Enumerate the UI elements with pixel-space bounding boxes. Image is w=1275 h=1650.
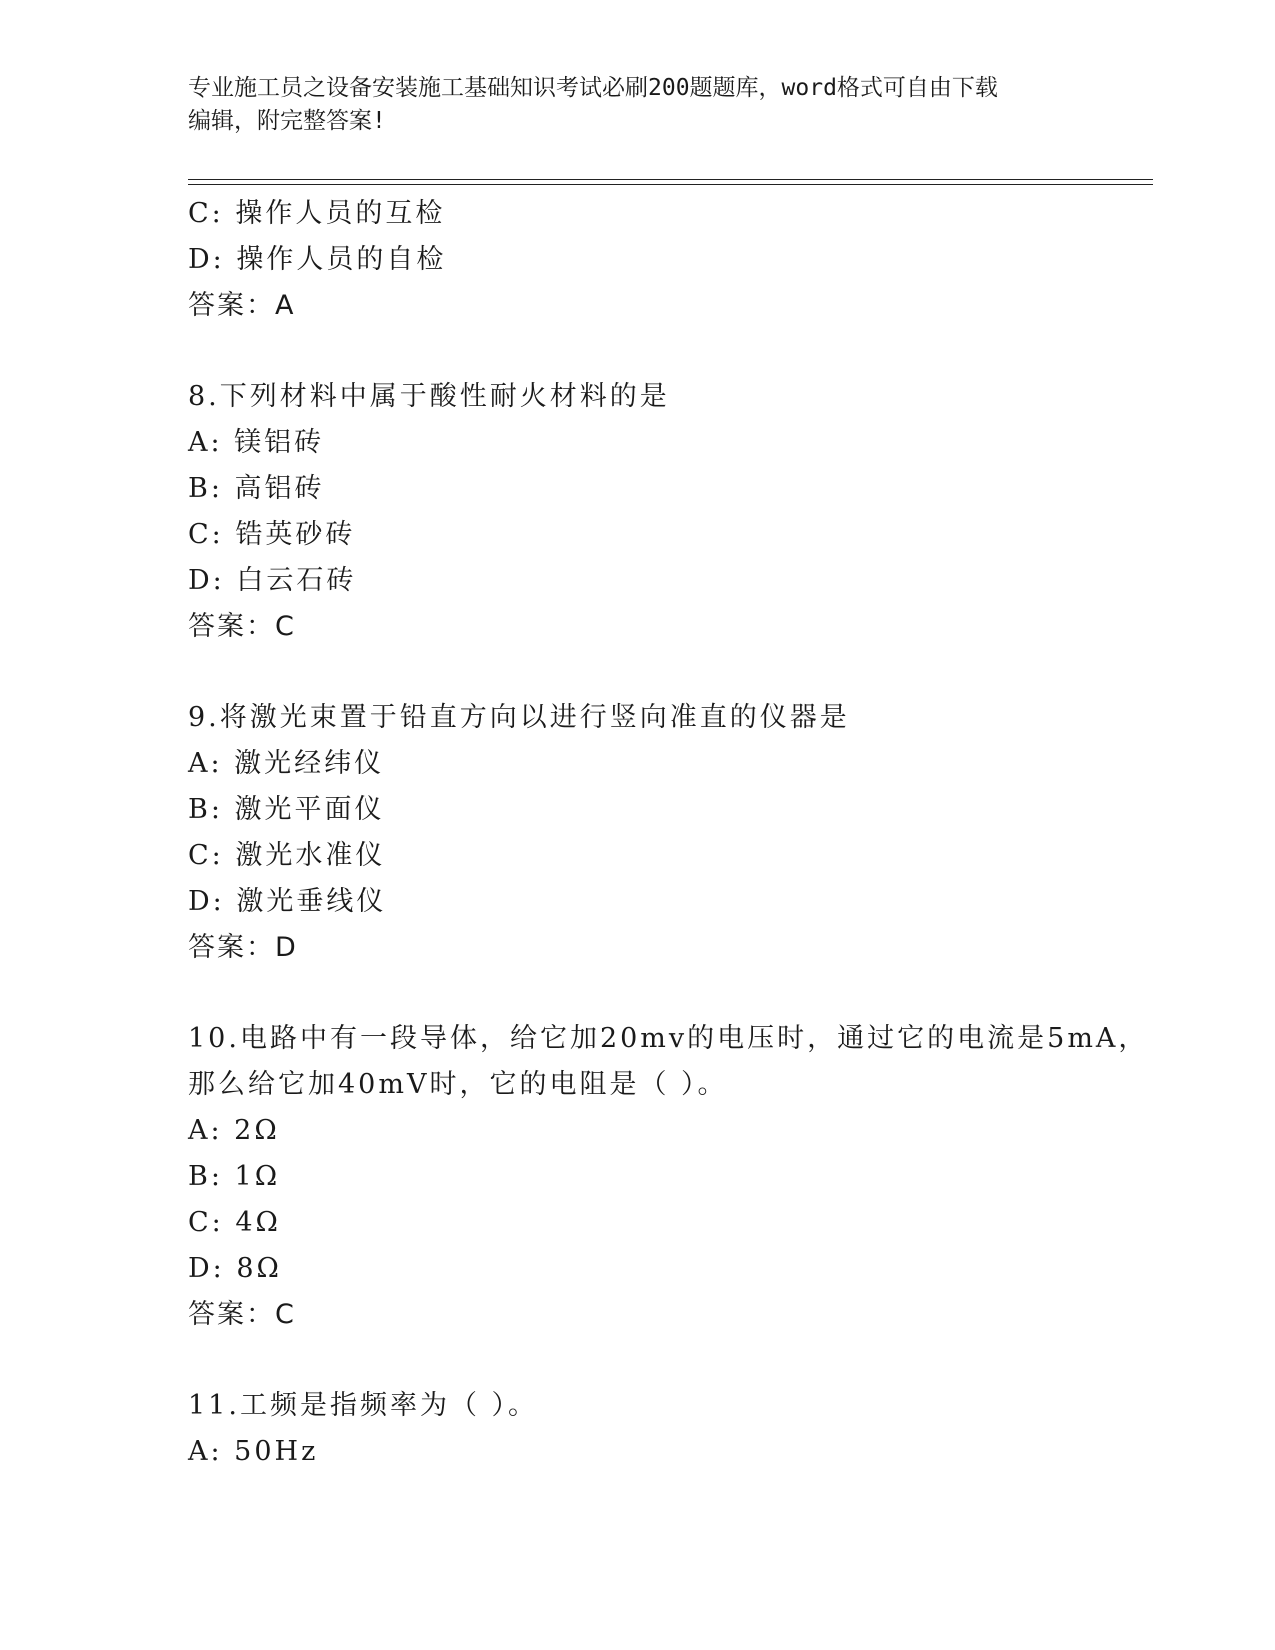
q8-option-c: C: 锆英砂砖 <box>188 519 356 550</box>
q9-option-c: C: 激光水准仪 <box>188 840 386 871</box>
q8-question: 8.下列材料中属于酸性耐火材料的是 <box>188 381 670 412</box>
q9-answer: 答案：D <box>188 932 298 963</box>
q7-option-d: D: 操作人员的自检 <box>188 244 447 275</box>
spacer <box>188 650 1088 695</box>
q8-option-a: A: 镁铝砖 <box>188 427 325 458</box>
question-list <box>188 191 1149 1475</box>
spacer <box>188 971 1088 1016</box>
q9-option-b: B: 激光平面仪 <box>188 794 385 825</box>
q8-option-d: D: 白云石砖 <box>188 565 357 596</box>
spacer <box>188 329 1088 374</box>
q10-option-c: C: 4Ω <box>188 1207 281 1238</box>
document-header <box>188 72 1088 138</box>
q7-option-c: C: 操作人员的互检 <box>188 198 446 229</box>
header-divider-top <box>188 179 1153 180</box>
q8-option-b: B: 高铝砖 <box>188 473 325 504</box>
q9-option-d: D: 激光垂线仪 <box>188 886 387 917</box>
q7-answer: 答案：A <box>188 290 296 321</box>
q10-option-b: B: 1Ω <box>188 1161 281 1192</box>
q8-answer: 答案：C <box>188 611 296 642</box>
q10-option-a: A: 2Ω <box>188 1115 280 1146</box>
q10-answer: 答案：C <box>188 1299 296 1330</box>
q10-question-line-2: 那么给它加40mV时，它的电阻是（ ）。 <box>188 1069 728 1100</box>
q10-option-d: D: 8Ω <box>188 1253 282 1284</box>
q11-option-a: A: 50Hz <box>188 1436 319 1467</box>
header-title-line-2: 编辑，附完整答案! <box>188 108 386 134</box>
q10-question-line-1: 10.电路中有一段导体，给它加20mv的电压时，通过它的电流是5mA， <box>188 1023 1149 1054</box>
header-title-line-1: 专业施工员之设备安装施工基础知识考试必刷200题题库，word格式可自由下载 <box>188 75 998 101</box>
q9-question: 9.将激光束置于铅直方向以进行竖向准直的仪器是 <box>188 702 850 733</box>
header-divider-bottom <box>188 184 1153 185</box>
q9-option-a: A: 激光经纬仪 <box>188 748 385 779</box>
q11-question: 11.工频是指频率为（ ）。 <box>188 1390 539 1421</box>
spacer <box>188 1338 1088 1383</box>
